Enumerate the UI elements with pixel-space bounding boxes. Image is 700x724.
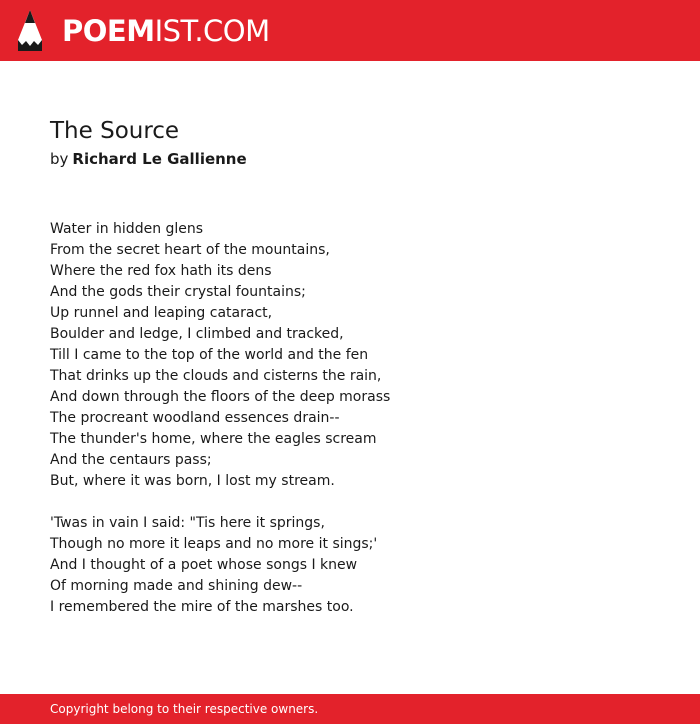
poem-line: That drinks up the clouds and cisterns the rain, bbox=[50, 368, 382, 384]
poem-line: Though no more it leaps and no more it sings;' bbox=[50, 536, 378, 552]
poem-line: I remembered the mire of the marshes too. bbox=[50, 599, 354, 615]
stanza bbox=[50, 513, 390, 618]
poem-line: Where the red fox hath its dens bbox=[50, 263, 272, 279]
poem-line: The procreant woodland essences drain-- bbox=[50, 410, 340, 426]
poem-line: And the gods their crystal fountains; bbox=[50, 284, 306, 300]
stanza bbox=[50, 219, 390, 492]
stanza-break bbox=[50, 492, 390, 513]
logo-light-text: IST.COM bbox=[154, 14, 270, 48]
poem-line: And down through the floors of the deep morass bbox=[50, 389, 391, 405]
poem-line: And the centaurs pass; bbox=[50, 452, 212, 468]
logo-bold-text: POEM bbox=[62, 14, 155, 48]
poem-line: 'Twas in vain I said: "Tis here it springs, bbox=[50, 515, 325, 531]
poem-line: The thunder's home, where the eagles scream bbox=[50, 431, 377, 447]
poem-title: The Source bbox=[50, 118, 180, 144]
site-logo[interactable] bbox=[62, 14, 270, 48]
poem-body bbox=[50, 219, 390, 618]
by-label: by bbox=[50, 150, 69, 168]
site-footer bbox=[0, 694, 700, 724]
author-name: Richard Le Gallienne bbox=[72, 150, 247, 168]
poem-line: Up runnel and leaping cataract, bbox=[50, 305, 273, 321]
poem-line: Boulder and ledge, I climbed and tracked, bbox=[50, 326, 344, 342]
poem-line: Till I came to the top of the world and the fen bbox=[50, 347, 369, 363]
byline bbox=[50, 148, 247, 170]
poem-line: But, where it was born, I lost my stream. bbox=[50, 473, 335, 489]
poem-line: From the secret heart of the mountains, bbox=[50, 242, 330, 258]
poem-line: Water in hidden glens bbox=[50, 221, 204, 237]
poem-line: And I thought of a poet whose songs I knew bbox=[50, 557, 358, 573]
site-header bbox=[0, 0, 700, 61]
pencil-tip-icon[interactable] bbox=[18, 10, 42, 51]
copyright-text: Copyright belong to their respective owners. bbox=[50, 702, 319, 716]
poem-line: Of morning made and shining dew-- bbox=[50, 578, 303, 594]
